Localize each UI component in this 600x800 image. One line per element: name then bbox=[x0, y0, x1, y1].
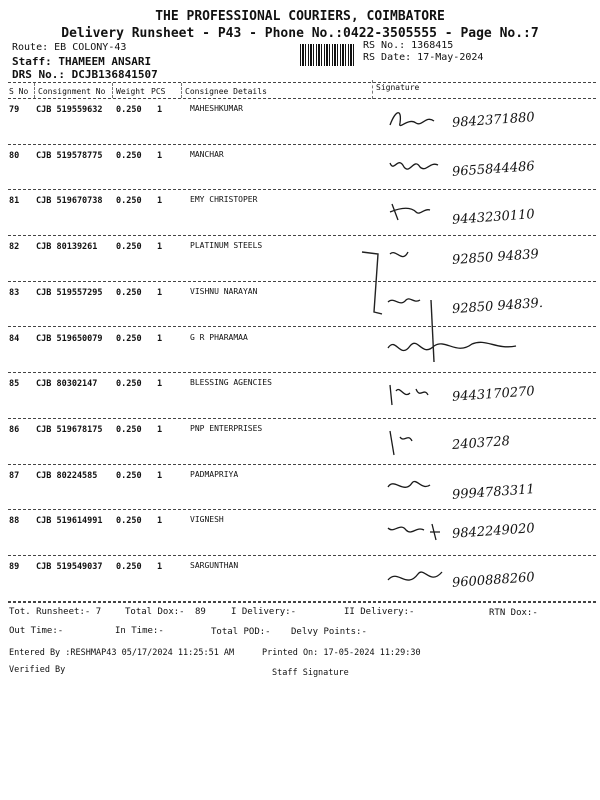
row-pieces: 1 bbox=[157, 242, 163, 253]
table-row bbox=[0, 236, 600, 282]
delivery-points-label: Delvy Points:- bbox=[291, 627, 367, 637]
signature-cell bbox=[372, 419, 592, 465]
row-pieces: 1 bbox=[157, 105, 163, 115]
row-consignee-name: VIGNESH bbox=[190, 515, 224, 525]
row-consignment-number: CJB 519614991 bbox=[36, 516, 103, 527]
row-consignment-number: CJB 519559632 bbox=[36, 105, 103, 115]
drs-number: DRS No.: DCJB136841507 bbox=[12, 68, 158, 81]
table-row bbox=[0, 190, 600, 236]
row-consignment-number: CJB 519670738 bbox=[36, 196, 103, 207]
signature-phone-number: 9443170270 bbox=[451, 384, 536, 406]
row-weight: 0.250 bbox=[116, 470, 142, 481]
col-consignee: Consignee Details bbox=[185, 87, 267, 96]
signature-cell bbox=[372, 282, 592, 328]
row-weight: 0.250 bbox=[116, 379, 142, 390]
row-serial-number: 85 bbox=[9, 379, 20, 390]
signature-cell bbox=[372, 465, 592, 511]
signature-phone-number: 92850 94839 bbox=[451, 247, 540, 269]
handwritten-signature-icon bbox=[372, 328, 592, 374]
row-consignment-number: CJB 80139261 bbox=[36, 242, 98, 253]
row-consignee-name: PLATINUM STEELS bbox=[190, 241, 263, 251]
row-pieces: 1 bbox=[157, 424, 163, 435]
col-divider bbox=[372, 80, 373, 99]
row-serial-number: 87 bbox=[9, 470, 20, 481]
row-pieces: 1 bbox=[157, 470, 163, 481]
row-pieces: 1 bbox=[157, 516, 163, 527]
signature-phone-number: 2403728 bbox=[451, 433, 511, 453]
signature-phone-number: 92850 94839. bbox=[451, 295, 544, 317]
in-time-label: In Time:- bbox=[115, 626, 164, 636]
table-row bbox=[0, 328, 600, 374]
row-serial-number: 88 bbox=[9, 516, 20, 527]
row-consignee-name: G R PHARAMAA bbox=[190, 332, 248, 342]
row-weight: 0.250 bbox=[116, 242, 142, 253]
table-row bbox=[0, 465, 600, 511]
row-weight: 0.250 bbox=[116, 150, 142, 161]
table-row bbox=[0, 419, 600, 465]
pen-line-mark bbox=[425, 298, 441, 364]
row-consignee-name: PADMAPRIYA bbox=[190, 469, 239, 479]
row-consignment-number: CJB 519578775 bbox=[36, 150, 103, 161]
total-dox-value: 89 bbox=[195, 607, 206, 617]
row-pieces: 1 bbox=[157, 333, 163, 344]
row-serial-number: 81 bbox=[9, 196, 20, 207]
runsheet-subtitle: Delivery Runsheet - P43 - Phone No.:0422-3505555 - Page No.:7 bbox=[61, 26, 539, 41]
signature-phone-number: 9842371880 bbox=[451, 110, 536, 131]
row-pieces: 1 bbox=[157, 562, 163, 572]
staff-label: Staff: THAMEEM ANSARI bbox=[12, 55, 152, 68]
company-title: THE PROFESSIONAL COURIERS, COIMBATORE bbox=[155, 9, 445, 24]
signature-cell bbox=[372, 236, 592, 282]
row-pieces: 1 bbox=[157, 196, 163, 207]
route-label: Route: EB COLONY-43 bbox=[12, 42, 127, 53]
signature-cell bbox=[372, 99, 592, 145]
col-divider bbox=[34, 83, 35, 98]
signature-phone-number: 9443230110 bbox=[451, 207, 536, 229]
row-consignment-number: CJB 80302147 bbox=[36, 379, 98, 390]
staff-signature-label: Staff Signature bbox=[272, 668, 349, 678]
pen-bracket-mark bbox=[360, 248, 390, 318]
col-sno: S No bbox=[9, 87, 29, 96]
verified-by: Verified By bbox=[9, 665, 66, 675]
row-consignee-name: SARGUNTHAN bbox=[190, 561, 239, 570]
row-consignee-name: MANCHAR bbox=[190, 149, 224, 159]
row-serial-number: 89 bbox=[9, 562, 20, 572]
total-dox-label: Total Dox:- bbox=[125, 607, 185, 617]
entered-by: Entered By :RESHMAP43 05/17/2024 11:25:51 AM bbox=[9, 648, 235, 658]
signature-cell bbox=[372, 373, 592, 419]
table-row bbox=[0, 556, 600, 602]
row-consignee-name: EMY CHRISTOPER bbox=[190, 195, 258, 205]
row-serial-number: 82 bbox=[9, 242, 20, 253]
signature-cell bbox=[372, 328, 592, 374]
signature-cell bbox=[372, 556, 592, 602]
row-consignment-number: CJB 519650079 bbox=[36, 333, 103, 344]
col-pcs: PCS bbox=[151, 87, 166, 96]
rtn-dox-label: RTN Dox:- bbox=[489, 608, 538, 618]
row-weight: 0.250 bbox=[116, 105, 142, 115]
col-consignment: Consignment No bbox=[38, 87, 106, 96]
signature-phone-number: 9655844486 bbox=[451, 158, 536, 180]
signature-cell bbox=[372, 190, 592, 236]
row-serial-number: 86 bbox=[9, 424, 20, 435]
printed-on: Printed On: 17-05-2024 11:29:30 bbox=[262, 648, 421, 658]
row-weight: 0.250 bbox=[116, 424, 142, 435]
row-consignee-name: PNP ENTERPRISES bbox=[190, 423, 263, 433]
row-consignee-name: VISHNU NARAYAN bbox=[190, 286, 258, 296]
total-runsheet: Tot. Runsheet:- 7 bbox=[9, 607, 102, 617]
row-consignment-number: CJB 519557295 bbox=[36, 287, 103, 298]
footer-rule bbox=[8, 602, 596, 603]
table-row bbox=[0, 373, 600, 419]
col-weight: Weight bbox=[116, 87, 145, 96]
row-pieces: 1 bbox=[157, 150, 163, 161]
rs-number: RS No.: 1368415 bbox=[363, 40, 454, 51]
table-row bbox=[0, 145, 600, 191]
col-divider bbox=[181, 83, 182, 98]
row-consignee-name: MAHESHKUMAR bbox=[190, 104, 243, 113]
row-serial-number: 80 bbox=[9, 150, 20, 161]
table-row bbox=[0, 282, 600, 328]
row-weight: 0.250 bbox=[116, 287, 142, 298]
row-weight: 0.250 bbox=[116, 562, 142, 572]
row-consignee-name: BLESSING AGENCIES bbox=[190, 378, 272, 388]
ii-delivery-label: II Delivery:- bbox=[344, 607, 415, 617]
row-pieces: 1 bbox=[157, 379, 163, 390]
table-row bbox=[0, 510, 600, 556]
signature-cell bbox=[372, 510, 592, 556]
signature-phone-number: 9600888260 bbox=[451, 570, 536, 591]
row-weight: 0.250 bbox=[116, 333, 142, 344]
row-consignment-number: CJB 80224585 bbox=[36, 470, 98, 481]
header-top-rule bbox=[8, 82, 596, 83]
row-weight: 0.250 bbox=[116, 516, 142, 527]
barcode bbox=[300, 44, 356, 66]
rs-date: RS Date: 17-May-2024 bbox=[363, 52, 484, 63]
row-serial-number: 79 bbox=[9, 105, 20, 115]
out-time-label: Out Time:- bbox=[9, 626, 64, 636]
row-consignment-number: CJB 519678175 bbox=[36, 424, 103, 435]
col-signature: Signature bbox=[376, 83, 420, 92]
row-serial-number: 84 bbox=[9, 333, 20, 344]
total-pod-label: Total POD:- bbox=[211, 627, 271, 637]
row-consignment-number: CJB 519549037 bbox=[36, 562, 103, 572]
signature-phone-number: 9842249020 bbox=[451, 521, 536, 543]
signature-cell bbox=[372, 145, 592, 191]
row-serial-number: 83 bbox=[9, 287, 20, 298]
col-divider bbox=[112, 83, 113, 98]
row-pieces: 1 bbox=[157, 287, 163, 298]
i-delivery-label: I Delivery:- bbox=[231, 607, 297, 617]
table-row bbox=[0, 99, 600, 145]
row-weight: 0.250 bbox=[116, 196, 142, 207]
signature-phone-number: 9994783311 bbox=[451, 481, 536, 503]
